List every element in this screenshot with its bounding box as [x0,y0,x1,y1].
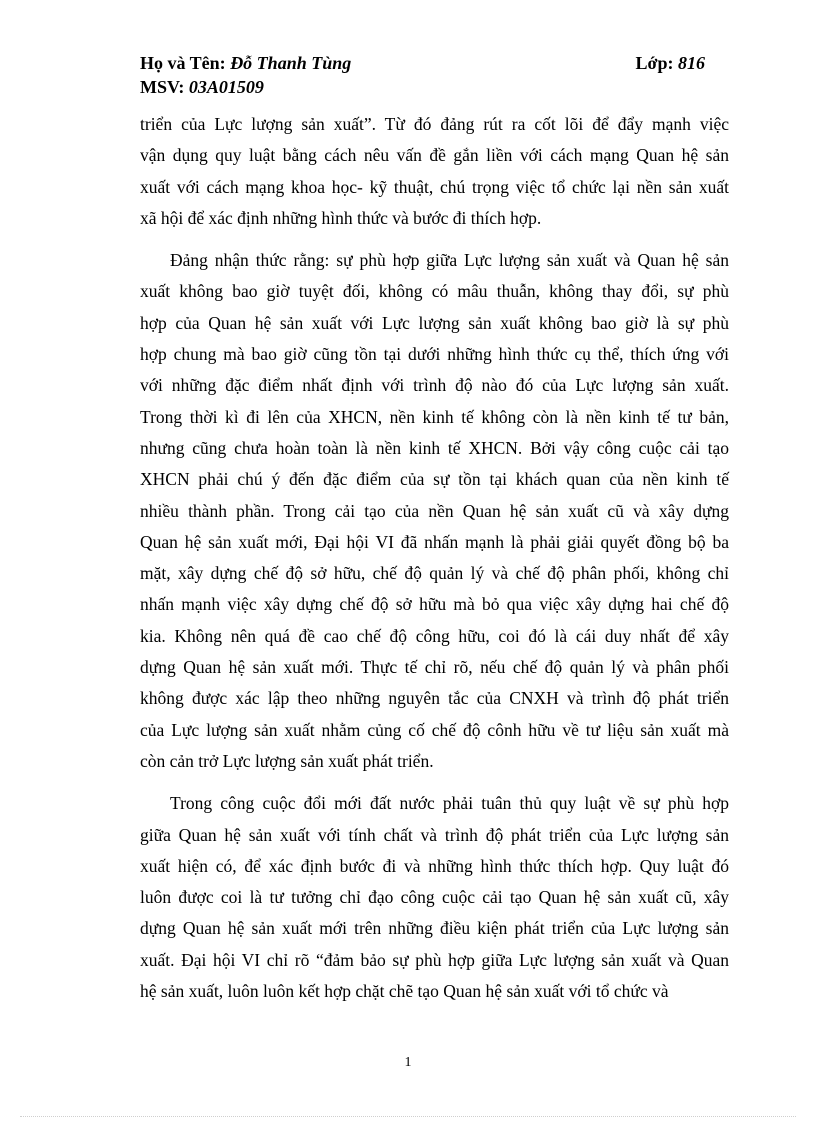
document-header [140,51,705,99]
paragraph [140,109,729,234]
paragraph [140,788,729,1007]
text-line: xã hội để xác định những hình thức và bước đi thích hợp. [140,207,542,228]
student-name [140,51,351,75]
text-line: xuất không bao giờ tuyệt đối, không có mâu thuẫn, không thay đổi, sự phù [140,281,729,302]
text-line: Quan hệ sản xuất mới, Đại hội VI đã nhấn mạnh là phải giải quyết đồng bộ ba [140,531,729,552]
header-row-msv [140,75,705,99]
text-line: giữa Quan hệ sản xuất với tính chất và trình độ phát triển của Lực lượng sản [140,824,729,845]
student-id [140,75,264,99]
text-line: kia. Không nên quá đề cao chế độ công hữu, coi đó là cái duy nhất để xây [140,625,729,646]
text-line: Trong công cuộc đổi mới đất nước phải tuân thủ quy luật về sự phù hợp [170,793,729,814]
text-line: xuất hiện có, để xác định bước đi và những hình thức thích hợp. Quy luật đó [140,855,729,876]
text-line: còn cản trở Lực lượng sản xuất phát triển. [140,750,434,771]
text-line: của Lực lượng sản xuất nhằm củng cố chế độ cônh hữu về tư liệu sản xuất mà [140,719,729,740]
class-label: Lớp: [635,53,674,73]
text-line: với những đặc điểm nhất định với trình độ nào đó của Lực lượng sản xuất. [140,375,729,396]
page-bottom-rule [20,1116,796,1117]
text-line: dựng Quan hệ sản xuất mới. Thực tế chỉ rõ, nếu chế độ quản lý và phân phối [140,657,729,678]
paragraph [140,245,729,777]
text-line: nhấn mạnh việc xây dựng chế độ sở hữu mà bỏ qua việc xây dựng hai chế độ [140,594,729,615]
text-line: dựng Quan hệ sản xuất mới trên những điều kiện phát triển của Lực lượng sản [140,918,729,939]
text-line: luôn được coi là tư tưởng chỉ đạo công cuộc cải tạo Quan hệ sản xuất cũ, xây [140,887,729,908]
text-line: hệ sản xuất, luôn luôn kết hợp chặt chẽ tạo Quan hệ sản xuất với tổ chức và [140,981,669,1002]
text-line: không được xác lập theo những nguyên tắc của CNXH và trình độ phát triển [140,688,729,709]
text-line: hợp của Quan hệ sản xuất với Lực lượng sản xuất không bao giờ là sự phù [140,312,729,333]
class-value: 816 [678,53,705,73]
student-class [636,51,705,75]
text-line: mặt, xây dựng chế độ sở hữu, chế độ quản lý và chế độ phân phối, không chỉ [140,563,729,584]
msv-label: MSV: [140,77,185,97]
text-line: triển của Lực lượng sản xuất”. Từ đó đảng rút ra cốt lõi để đẩy mạnh việc [140,114,729,134]
text-line: vận dụng quy luật bằng cách nêu vấn đề gắn liền với cách mạng Quan hệ sản [140,145,729,166]
text-line: Trong thời kì đi lên của XHCN, nền kinh tế không còn là nền kinh tế tư bản, [140,406,729,427]
text-line: xuất. Đại hội VI chỉ rõ “đảm bảo sự phù hợp giữa Lực lượng sản xuất và Quan [140,949,729,970]
page-number: 1 [404,1055,412,1070]
header-row-name-class [140,51,705,75]
text-line: nhưng cũng chưa hoàn toàn là nền kinh tế XHCN. Bởi vậy công cuộc cải tạo [140,437,729,458]
text-line: xuất với cách mạng khoa học- kỹ thuật, chú trọng việc tổ chức lại nền sản xuất [140,176,729,197]
text-line: XHCN phải chú ý đến đặc điểm của sự tồn tại khách quan của nền kinh tế [140,469,729,490]
name-value: Đỗ Thanh Tùng [230,53,352,73]
msv-value: 03A01509 [188,77,264,97]
text-line: hợp chung mà bao giờ cũng tồn tại dưới những hình thức cụ thể, thích ứng với [140,344,729,365]
text-line: nhiều thành phần. Trong cải tạo của nền Quan hệ sản xuất cũ và xây dựng [140,500,729,521]
text-line: Đảng nhận thức rằng: sự phù hợp giữa Lực lượng sản xuất và Quan hệ sản [170,250,729,271]
document-body [140,109,729,1018]
name-label: Họ và Tên: [140,53,226,73]
